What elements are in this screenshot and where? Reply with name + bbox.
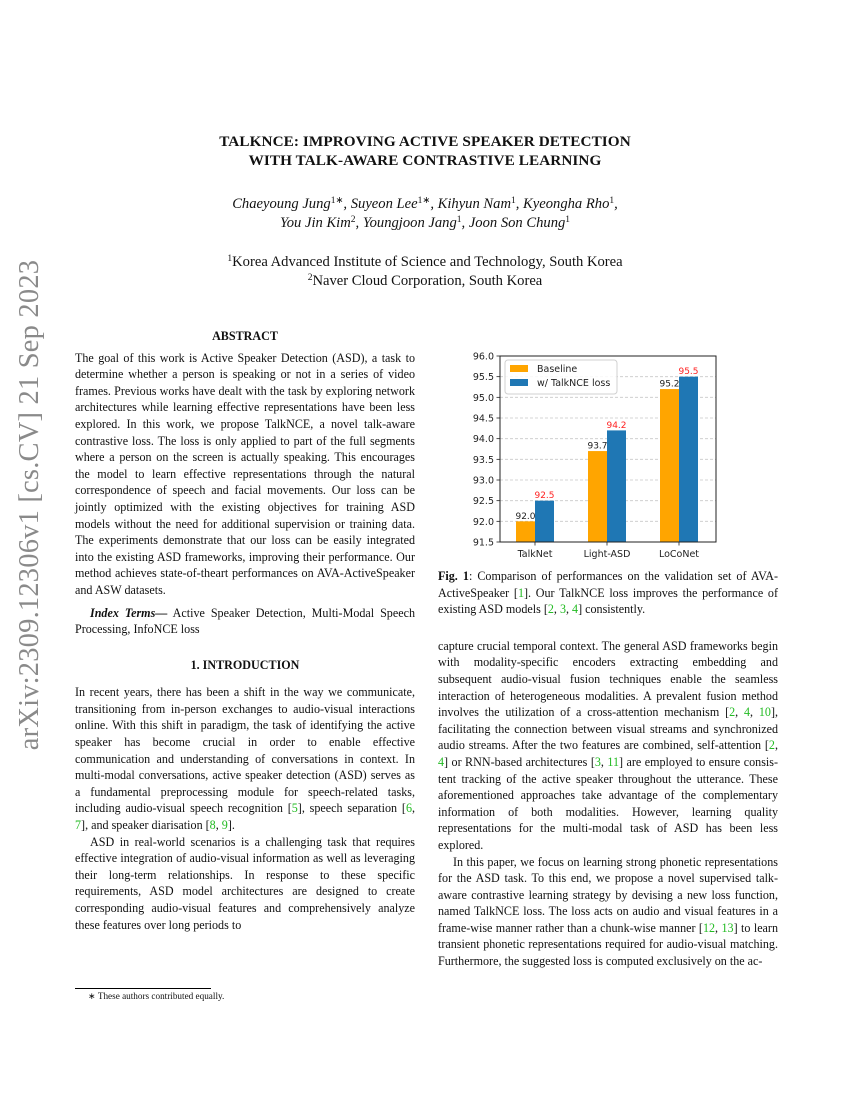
text: ], and speaker diarisation [ bbox=[81, 818, 210, 833]
text: In recent years, there has been a shift in the way we communicate, transitioning from in-person exchanges to audio-visual interactions online. With this shift in paradigm, the task of identifying the active speaker has become crucial in order to enable effective communication and understanding of conversations in context. In multi-modal conversations, active speaker detection (ASD) serves as a fundamental preprocessing module for speech-related tasks, including audio-visual speech recognition [ bbox=[75, 685, 415, 816]
abstract-heading: ABSTRACT bbox=[212, 329, 278, 343]
intro-paragraph-2: ASD in real-world scenarios is a challenging task that requires effective integration of audio-visual information as well as leveraging their long-term relationships. In response to these specific requirements, ASD model architectures are designed to create corresponding audio-visual features and comprehensively analyze these features over long periods to bbox=[75, 834, 415, 932]
x-tick-label: LoCoNet bbox=[658, 549, 700, 560]
text: ]. bbox=[227, 818, 235, 833]
legend-label-baseline: Baseline bbox=[537, 364, 578, 375]
bar-baseline bbox=[588, 451, 607, 542]
citation-link[interactable]: 6 bbox=[405, 801, 412, 816]
citation-link[interactable]: 11 bbox=[607, 754, 620, 769]
y-tick-label: 94.5 bbox=[472, 413, 494, 425]
citation-link[interactable]: 4 bbox=[438, 754, 445, 769]
citation-link[interactable]: 8 bbox=[209, 818, 216, 833]
paper-title bbox=[0, 132, 850, 170]
author-list bbox=[0, 195, 850, 233]
y-tick-label: 93.5 bbox=[472, 454, 494, 466]
left-column bbox=[75, 328, 415, 933]
bar-value-label: 93.7 bbox=[587, 441, 608, 452]
affiliation-2 bbox=[0, 272, 850, 291]
text: capture crucial temporal context. The general ASD frameworks begin with modality-specific encoders extracting embedding and subsequent audio-visual fusion techniques enable the seamless interaction of heterogeneous modalities. A prevalent fusion method involves the utilization of a cross-attention mechanism [ bbox=[438, 638, 778, 720]
x-axis bbox=[517, 542, 700, 560]
y-tick-label: 91.5 bbox=[472, 537, 494, 549]
text: ] to learn transient phonetic representations required for audio-visual matching. Furthermore, the suggested loss is computed exclusively on the ac- bbox=[438, 920, 779, 969]
body-paragraph-2: In this paper, we focus on learning strong phonetic representations for the ASD task. To this end, we propose a novel supervised talk-aware contrastive learning strategy by devising a new loss function, named TalkNCE loss. The loss acts on audio and visual features in a frame-wise manner rather than a chunk-wise manner [12, 13] to learn transient phonetic representations required for audio-visual matching. Furthermore, the suggested loss is computed exclusively on the ac- bbox=[438, 854, 779, 969]
affil-text: Korea Advanced Institute of Science and Technology, South Korea bbox=[232, 254, 623, 270]
author: Kyeongha Rho bbox=[523, 196, 610, 212]
footnote: ∗ These authors contributed equally. bbox=[88, 991, 225, 1001]
bar-value-label: 94.2 bbox=[606, 420, 627, 431]
citation-link[interactable]: 2 bbox=[547, 602, 554, 617]
bar-baseline bbox=[516, 521, 535, 542]
bar-chart bbox=[440, 340, 740, 565]
author-affil: 2 bbox=[350, 215, 356, 225]
author-affil: 1 bbox=[565, 215, 571, 225]
author: Kihyun Nam bbox=[437, 196, 511, 212]
text: ], speech separation [ bbox=[297, 801, 406, 816]
citation-link[interactable]: 4 bbox=[572, 602, 579, 617]
abstract-text: The goal of this work is Active Speaker Detection (ASD), a task to determine whether a person is speaking or not in a series of video frames. Previous works have dealt with the task by exploring network architectures while learning effective representations have been less explored. In this work, we propose TalkNCE, a novel talk-aware contrastive loss. The loss is only applied to part of the full segments where a person on the screen is actually speaking. This encourages the model to learn effective representations through the natural correspondence of speech and facial movements. Our loss can be jointly optimized with the existing objectives for training ASD models without the need for additional supervision or training data. The experiments demonstrate that our loss can be easily integrated into the existing ASD frameworks, improving their performance. Our method achieves state-of-theart performances on AVA-ActiveSpeaker and ASW datasets. bbox=[75, 350, 415, 597]
citation-link[interactable]: 7 bbox=[75, 818, 82, 833]
y-tick-label: 92.5 bbox=[472, 496, 494, 508]
citation-link[interactable]: 3 bbox=[559, 602, 566, 617]
author-affil: 1 bbox=[456, 215, 462, 225]
author-line-2: You Jin Kim$^2$, Youngjoon Jang$^1$, Joon Son Chung$^1$ bbox=[279, 215, 571, 231]
intro-paragraph-1: In recent years, there has been a shift in the way we communicate, transitioning from in-person exchanges to audio-visual interactions online. With this shift in paradigm, the task of identifying the active speaker has become crucial in order to enable effective communication and understanding of conversations in context. In multi-modal conversations, active speaker detection (ASD) serves as a fundamental preprocessing module for speech-related tasks, including audio-visual speech recognition [5], speech separation [6, 7], and speaker diarisation [8, 9]. bbox=[75, 685, 416, 833]
author-affil: 1 bbox=[609, 196, 615, 206]
index-terms bbox=[75, 605, 415, 638]
text: ] or RNN-based architectures [ bbox=[444, 754, 595, 769]
citation-link[interactable]: 10 bbox=[758, 705, 771, 720]
y-tick-label: 95.0 bbox=[472, 392, 494, 404]
citation-link[interactable]: 1 bbox=[517, 585, 524, 600]
x-tick-label: TalkNet bbox=[517, 549, 553, 560]
bar-value-label: 95.5 bbox=[678, 367, 699, 378]
author-affil: 1 bbox=[510, 196, 516, 206]
citation-link[interactable]: 4 bbox=[744, 705, 751, 720]
text: ] are employed to ensure consistent tracking of the active speaker throughout the utterance. These aforementioned approaches take advantage of the complementary information of both modalities. However, learning quality representations for the multi-modal task of ASD has been less explored. bbox=[438, 754, 779, 852]
bar-value-label: 92.0 bbox=[515, 511, 536, 522]
legend-label-talknce: w/ TalkNCE loss bbox=[537, 378, 611, 389]
text: ], facilitating the connection between visual streams and synchronized audio streams. After the two features are combined, self-attention [ bbox=[438, 705, 779, 753]
right-column bbox=[438, 568, 778, 970]
affiliation-1 bbox=[0, 253, 850, 272]
bar-value-label: 92.5 bbox=[534, 491, 555, 502]
affil-number: 1 bbox=[227, 254, 233, 264]
figure-caption: Fig. 1: Comparison of performances on the validation set of AVA-ActiveSpeaker [1]. Our TalkNCE loss improves the performance of existing ASD models [2, 3, 4] consistently. bbox=[438, 569, 779, 617]
y-tick-label: 96.0 bbox=[472, 351, 494, 363]
citation-link[interactable]: 3 bbox=[594, 754, 601, 769]
body-paragraph-1: capture crucial temporal context. The general ASD frameworks begin with modality-specific encoders extracting embedding and subsequent audio-visual fusion techniques enable the seamless interaction of heterogeneous modalities. A prevalent fusion method involves the utilization of a cross-attention mechanism [2, 4, 10], facilitating the connection between visual streams and synchronized audio streams. After the two features are combined, self-attention [2, 4] or RNN-based architectures [3, 11] are employed to ensure consistent tracking of the active speaker throughout the utterance. These aforementioned approaches take advantage of the complementary information of both modalities. However, learning quality representations for the multi-modal task of ASD has been less explored. bbox=[438, 638, 779, 852]
bar-talknce bbox=[535, 501, 554, 542]
y-axis bbox=[473, 352, 500, 549]
bar-value-label: 95.2 bbox=[659, 379, 680, 390]
y-tick-label: 92.0 bbox=[472, 516, 494, 528]
intro-heading: 1. INTRODUCTION bbox=[190, 657, 300, 672]
affil-text: Naver Cloud Corporation, South Korea bbox=[312, 273, 543, 289]
chart-bars bbox=[516, 377, 698, 542]
affiliations bbox=[0, 253, 850, 291]
author-affil: 1∗ bbox=[330, 196, 344, 206]
y-tick-label: 94.0 bbox=[472, 434, 494, 446]
caption-label: Fig. 1 bbox=[438, 569, 469, 583]
chart-legend bbox=[505, 360, 617, 394]
author: Youngjoon Jang bbox=[362, 215, 457, 231]
arxiv-stamp-text: arXiv:2309.12306v1 [cs.CV] 21 Sep 2023 bbox=[14, 259, 45, 751]
legend-swatch-talknce bbox=[510, 379, 528, 386]
author-line-1: Chaeyoung Jung$^{1∗}$, Suyeon Lee$^{1∗}$, Kihyun Nam$^1$, Kyeongha Rho$^1$, bbox=[232, 196, 618, 212]
bar-talknce bbox=[607, 430, 626, 542]
title-line-1: TALKNCE: IMPROVING ACTIVE SPEAKER DETECTION bbox=[219, 133, 631, 150]
text: In this paper, we focus on learning strong phonetic representations for the ASD task. To this end, we propose a novel supervised talk-aware contrastive learning strategy by devising a new loss function, named TalkNCE loss. The loss acts on audio and visual features in a frame-wise manner rather than a chunk-wise manner [ bbox=[438, 854, 778, 935]
citation-link[interactable]: 2 bbox=[729, 705, 736, 720]
arxiv-stamp bbox=[10, 259, 50, 751]
y-tick-label: 95.5 bbox=[472, 372, 494, 384]
text: ] consistently. bbox=[578, 602, 646, 617]
bar-talknce bbox=[679, 377, 698, 542]
y-tick-label: 93.0 bbox=[472, 475, 494, 487]
title-line-2: WITH TALK-AWARE CONTRASTIVE LEARNING bbox=[248, 152, 602, 169]
author: Chaeyoung Jung bbox=[232, 196, 331, 212]
author: Joon Son Chung bbox=[468, 215, 566, 231]
citation-link[interactable]: 5 bbox=[291, 801, 298, 816]
footnote-rule bbox=[75, 988, 211, 989]
citation-link[interactable]: 9 bbox=[221, 818, 228, 833]
text: : Comparison of performances on the validation set of AVA-ActiveSpeaker [ bbox=[438, 569, 779, 600]
affil-number: 2 bbox=[307, 273, 313, 283]
citation-link[interactable]: 2 bbox=[768, 738, 775, 753]
index-terms-label: Index Terms— bbox=[90, 605, 168, 620]
author-affil: 1∗ bbox=[417, 196, 431, 206]
author: You Jin Kim bbox=[279, 215, 351, 231]
author: Suyeon Lee bbox=[350, 196, 418, 212]
text: ]. Our TalkNCE loss improves the performance of existing ASD models [ bbox=[438, 585, 778, 617]
citation-link[interactable]: 12 bbox=[702, 920, 716, 935]
citation-link[interactable]: 13 bbox=[721, 920, 734, 935]
legend-swatch-baseline bbox=[510, 365, 528, 372]
x-tick-label: Light-ASD bbox=[583, 549, 631, 560]
index-terms-text: Active Speaker Detection, Multi-Modal Speech Processing, InfoNCE loss bbox=[75, 605, 415, 637]
bar-baseline bbox=[660, 389, 679, 542]
